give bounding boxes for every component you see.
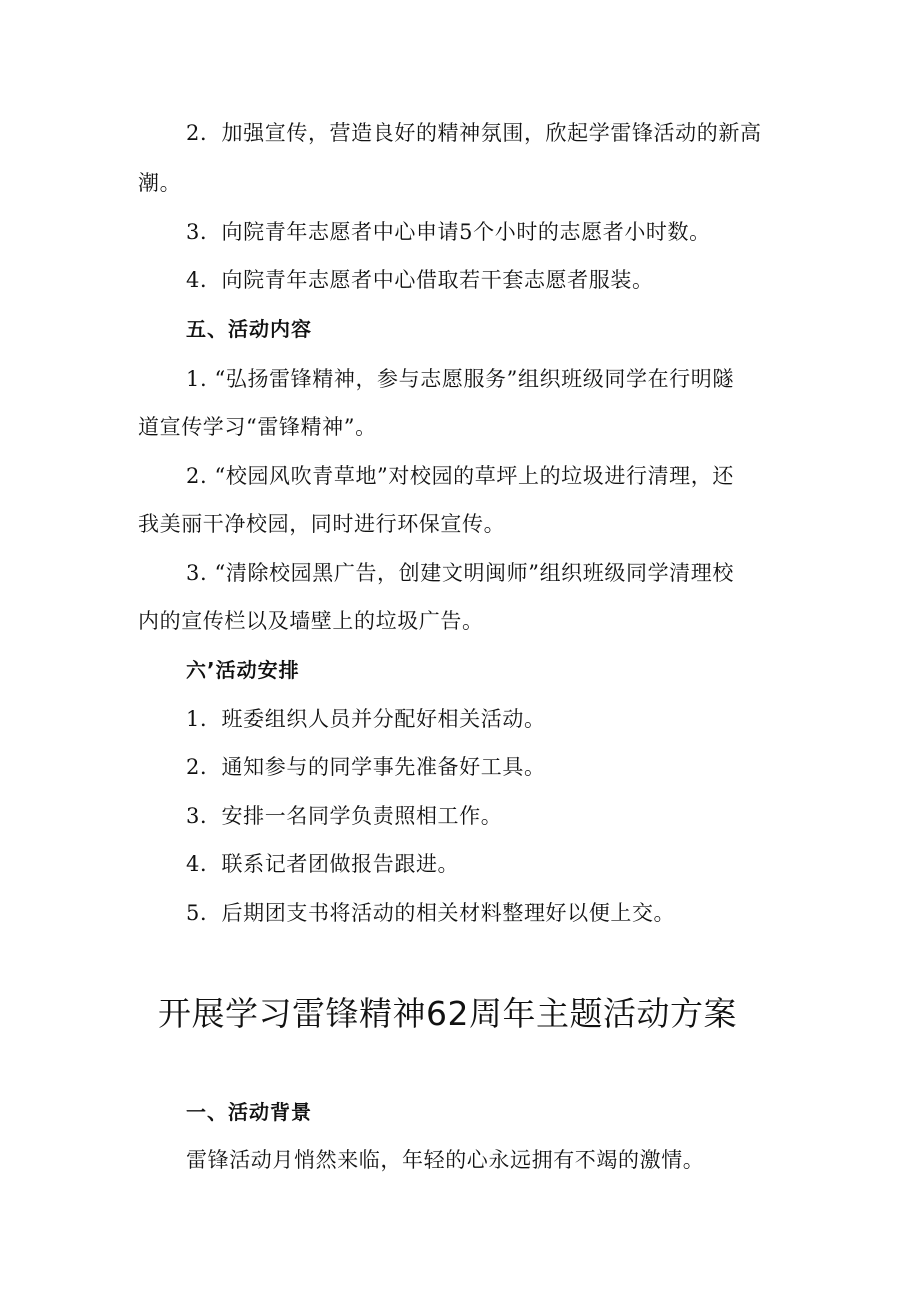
- list-item-line: 4．向院青年志愿者中心借取若干套志愿者服装。: [186, 268, 654, 292]
- list-item: 3．安排一名同学负责照相工作。: [186, 804, 503, 828]
- paragraph: 雷锋活动月悄然来临，年轻的心永远拥有不竭的激情。: [186, 1148, 705, 1172]
- list-item-line: 3．向院青年志愿者中心申请5个小时的志愿者小时数。: [186, 220, 711, 244]
- list-item-line: 道宣传学习“雷锋精神”。: [138, 415, 377, 439]
- list-item-line: 1. “弘扬雷锋精神，参与志愿服务”组织班级同学在行明隧: [186, 367, 734, 391]
- list-item: 2．通知参与的同学事先准备好工具。: [186, 755, 546, 779]
- list-item-line: 我美丽干净校园，同时进行环保宣传。: [138, 512, 506, 536]
- list-item: 1．班委组织人员并分配好相关活动。: [186, 707, 546, 731]
- list-item-line: 2．加强宣传，营造良好的精神氛围，欣起学雷锋活动的新高: [186, 121, 762, 145]
- list-item-line: 2. “校园风吹青草地”对校园的草坪上的垃圾进行清理，还: [186, 464, 734, 488]
- list-item-line: 内的宣传栏以及墙壁上的垃圾广告。: [138, 609, 484, 633]
- list-item-line: 3. “清除校园黑广告，创建文明闽师”组织班级同学清理校: [186, 561, 734, 585]
- section-heading: 五、活动内容: [186, 317, 312, 341]
- list-item: 4．联系记者团做报告跟进。: [186, 852, 460, 876]
- document-title: 开展学习雷锋精神62周年主题活动方案: [158, 994, 737, 1033]
- section-heading: 六’活动安排: [186, 658, 300, 682]
- section-heading: 一、活动背景: [186, 1100, 312, 1124]
- list-item: 5．后期团支书将活动的相关材料整理好以便上交。: [186, 901, 676, 925]
- list-item-line: 潮。: [138, 171, 182, 195]
